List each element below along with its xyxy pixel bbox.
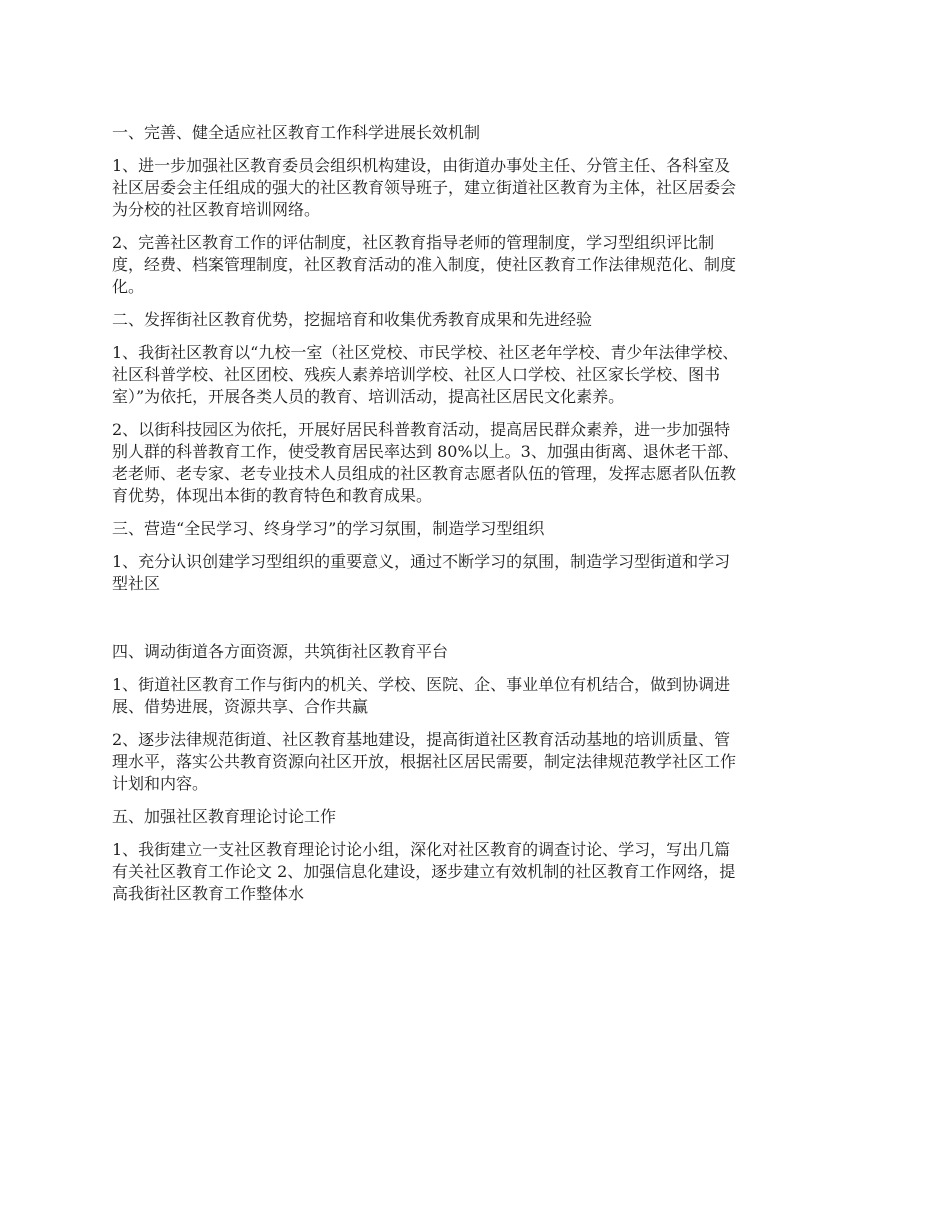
text-line: 展、借势进展，资源共享、合作共赢 bbox=[112, 697, 369, 716]
section-4-paragraph-2 bbox=[112, 729, 842, 795]
section-3-heading: 三、营造“全民学习、终身学习”的学习氛围，制造学习型组织 bbox=[112, 519, 545, 538]
text-line: 老老师、老专家、老专业技术人员组成的社区教育志愿者队伍的管理，发挥志愿者队伍教 bbox=[112, 464, 737, 483]
text-line: 1、街道社区教育工作与街内的机关、学校、医院、企、事业单位有机结合，做到协调进 bbox=[112, 675, 731, 694]
text-line: 度，经费、档案管理制度，社区教育活动的准入制度，使社区教育工作法律规范化、制度 bbox=[112, 255, 737, 274]
section-1-heading: 一、完善、健全适应社区教育工作科学进展长效机制 bbox=[112, 123, 481, 142]
section-5-heading: 五、加强社区教育理论讨论工作 bbox=[112, 807, 337, 826]
text-line: 1、进一步加强社区教育委员会组织机构建设，由街道办事处主任、分管主任、各科室及 bbox=[112, 156, 731, 175]
section-1-paragraph-1 bbox=[112, 155, 842, 221]
text-line: 化。 bbox=[112, 277, 145, 296]
document-body bbox=[112, 122, 842, 916]
section-3-paragraph-1 bbox=[112, 551, 842, 595]
section-2-heading: 二、发挥街社区教育优势，挖掘培育和收集优秀教育成果和先进经验 bbox=[112, 310, 593, 329]
text-line: 2、逐步法律规范街道、社区教育基地建设，提高街道社区教育活动基地的培训质量、管 bbox=[112, 730, 731, 749]
section-2-paragraph-1 bbox=[112, 342, 842, 408]
section-4-paragraph-1 bbox=[112, 674, 842, 718]
section-5-paragraph-1 bbox=[112, 839, 842, 905]
section-1-paragraph-2 bbox=[112, 232, 842, 298]
text-line: 2、完善社区教育工作的评估制度，社区教育指导老师的管理制度，学习型组织评比制 bbox=[112, 233, 715, 252]
text-line: 理水平，落实公共教育资源向社区开放，根据社区居民需要，制定法律规范教学社区工作 bbox=[112, 752, 737, 771]
section-4-heading: 四、调动街道各方面资源，共筑街社区教育平台 bbox=[112, 642, 449, 661]
text-line: 1、充分认识创建学习型组织的重要意义，通过不断学习的氛围，制造学习型街道和学习 bbox=[112, 552, 731, 571]
text-line: 2、以街科技园区为依托，开展好居民科普教育活动，提高居民群众素养，进一步加强特 bbox=[112, 420, 731, 439]
section-2-paragraph-2 bbox=[112, 419, 842, 507]
text-line: 1、我街建立一支社区教育理论讨论小组，深化对社区教育的调查讨论、学习，写出几篇 bbox=[112, 840, 731, 859]
text-line: 室）”为依托，开展各类人员的教育、培训活动，提高社区居民文化素养。 bbox=[112, 387, 625, 406]
text-line: 高我街社区教育工作整体水 bbox=[112, 884, 305, 903]
text-line: 社区居委会主任组成的强大的社区教育领导班子，建立街道社区教育为主体，社区居委会 bbox=[112, 178, 737, 197]
text-line: 育优势，体现出本街的教育特色和教育成果。 bbox=[112, 486, 433, 505]
text-line: 1、我街社区教育以“九校一室（社区党校、市民学校、社区老年学校、青少年法律学校、 bbox=[112, 343, 739, 362]
text-line: 别人群的科普教育工作，使受教育居民率达到 80%以上。3、加强由街离、退休老干部、 bbox=[112, 442, 739, 461]
text-line: 社区科普学校、社区团校、残疾人素养培训学校、社区人口学校、社区家长学校、图书 bbox=[112, 365, 721, 384]
text-line: 有关社区教育工作论文 2、加强信息化建设，逐步建立有效机制的社区教育工作网络，提 bbox=[112, 862, 736, 881]
text-line: 型社区 bbox=[112, 574, 161, 593]
text-line: 为分校的社区教育培训网络。 bbox=[112, 200, 321, 219]
section-gap bbox=[112, 606, 842, 641]
text-line: 计划和内容。 bbox=[112, 774, 209, 793]
